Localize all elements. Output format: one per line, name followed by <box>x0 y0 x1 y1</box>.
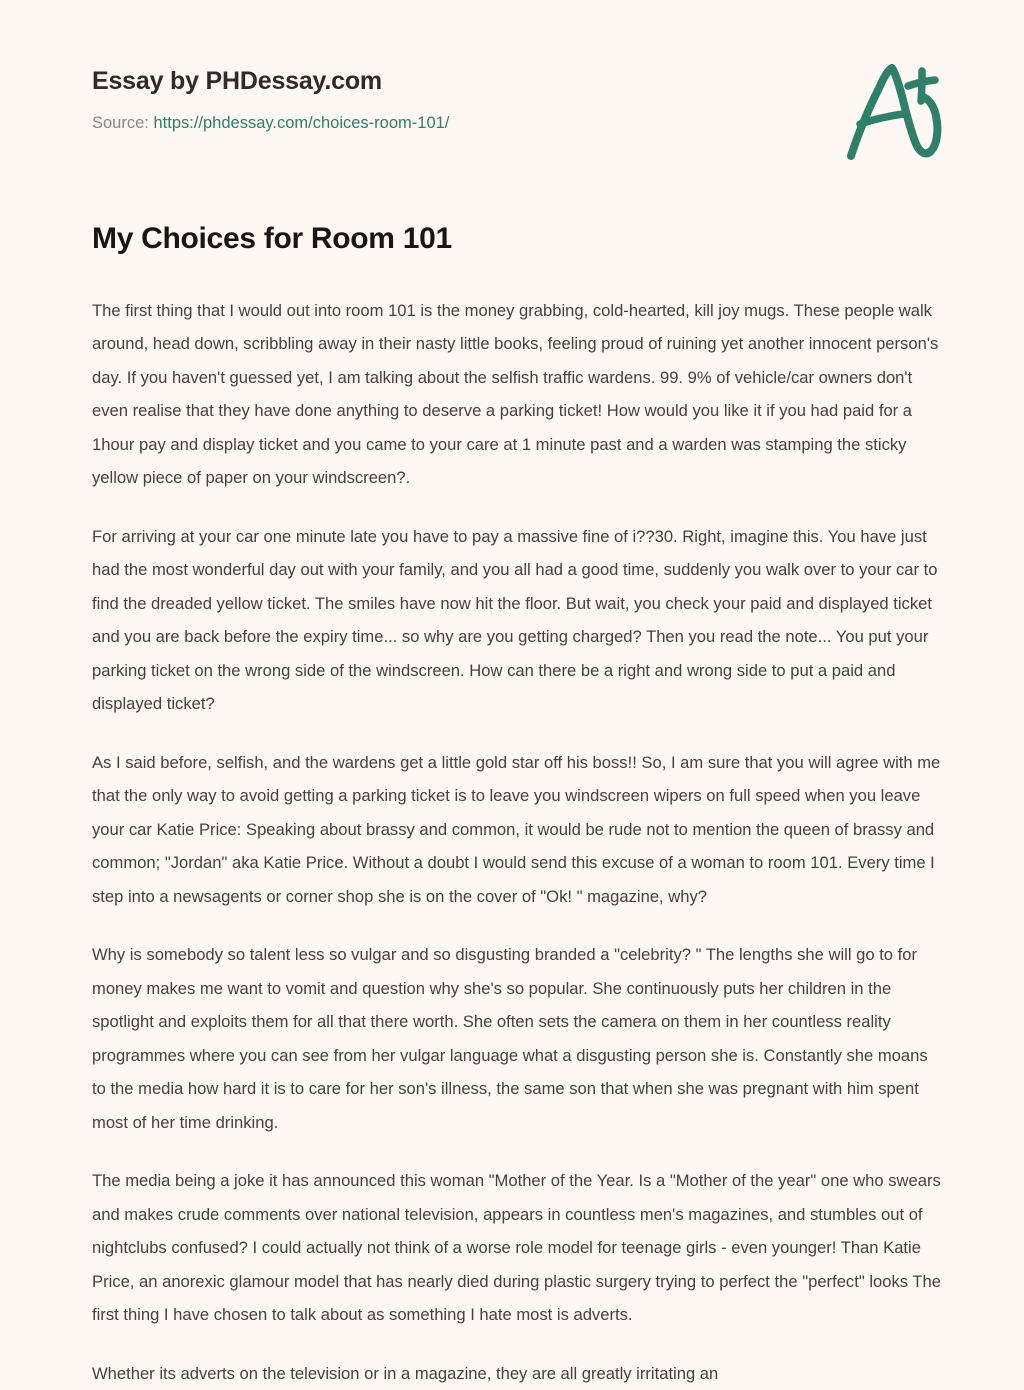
source-url-link[interactable]: https://phdessay.com/choices-room-101/ <box>153 114 449 132</box>
page-header <box>0 0 1024 180</box>
page-title: My Choices for Room 101 <box>92 220 944 258</box>
paragraph: The first thing that I would out into room 101 is the money grabbing, cold-hearted, kill joy mugs. These people walk around, head down, scribbling away in their nasty little books, feeling proud of ruining yet another innocent person's day. If you haven't guessed yet, I am talking about the selfish traffic wardens. 99. 9% of vehicle/car owners don't even realise that they have done anything to deserve a parking ticket! How would you like it if you had paid for a 1hour pay and display ticket and you came to your care at 1 minute past and a warden was stamping the sticky yellow piece of paper on your windscreen?. <box>92 294 944 495</box>
source-line <box>92 113 944 134</box>
phdessay-a-plus-logo <box>836 58 948 166</box>
source-label: Source: <box>92 114 149 132</box>
paragraph: For arriving at your car one minute late you have to pay a massive fine of i??30. Right, imagine this. You have just had the most wonderful day out with your family, and you all had a good time, suddenly you walk over to your car to find the dreaded yellow ticket. The smiles have now hit the floor. But wait, you check your paid and displayed ticket and you are back before the expiry time... so why are you getting charged? Then you read the note... You put your parking ticket on the wrong side of the windscreen. How can there be a right and wrong side to put a paid and displayed ticket? <box>92 520 944 721</box>
paragraph: The media being a joke it has announced this woman "Mother of the Year. Is a "Mother of the year" one who swears and makes crude comments over national television, appears in countless men's magazines, and stumbles out of nightclubs confused? I could actually not think of a worse role model for teenage girls - even younger! Than Katie Price, an anorexic glamour model that has nearly died during plastic surgery trying to perfect the "perfect" looks The first thing I have chosen to talk about as something I hate most is adverts. <box>92 1164 944 1332</box>
paragraph: Whether its adverts on the television or in a magazine, they are all greatly irritating an <box>92 1357 944 1390</box>
a-plus-logo-icon <box>836 58 948 166</box>
article <box>0 220 1024 1390</box>
article-body <box>92 294 944 1390</box>
paragraph: Why is somebody so talent less so vulgar and so disgusting branded a "celebrity? " The lengths she will go to for money makes me want to vomit and question why she's so popular. She continuously puts her children in the spotlight and exploits them for all that there worth. She often sets the camera on them in her countless reality programmes where you can see from her vulgar language what a disgusting person she is. Constantly she moans to the media how hard it is to care for her son's illness, the same son that when she was pregnant with him spent most of her time drinking. <box>92 938 944 1139</box>
brand-title: Essay by PHDessay.com <box>92 66 944 96</box>
paragraph: As I said before, selfish, and the wardens get a little gold star off his boss!! So, I am sure that you will agree with me that the only way to avoid getting a parking ticket is to leave you windscreen wipers on full speed when you leave your car Katie Price: Speaking about brassy and common, it would be rude not to mention the queen of brassy and common; "Jordan" aka Katie Price. Without a doubt I would send this excuse of a woman to room 101. Every time I step into a newsagents or corner shop she is on the cover of "Ok! " magazine, why? <box>92 746 944 914</box>
